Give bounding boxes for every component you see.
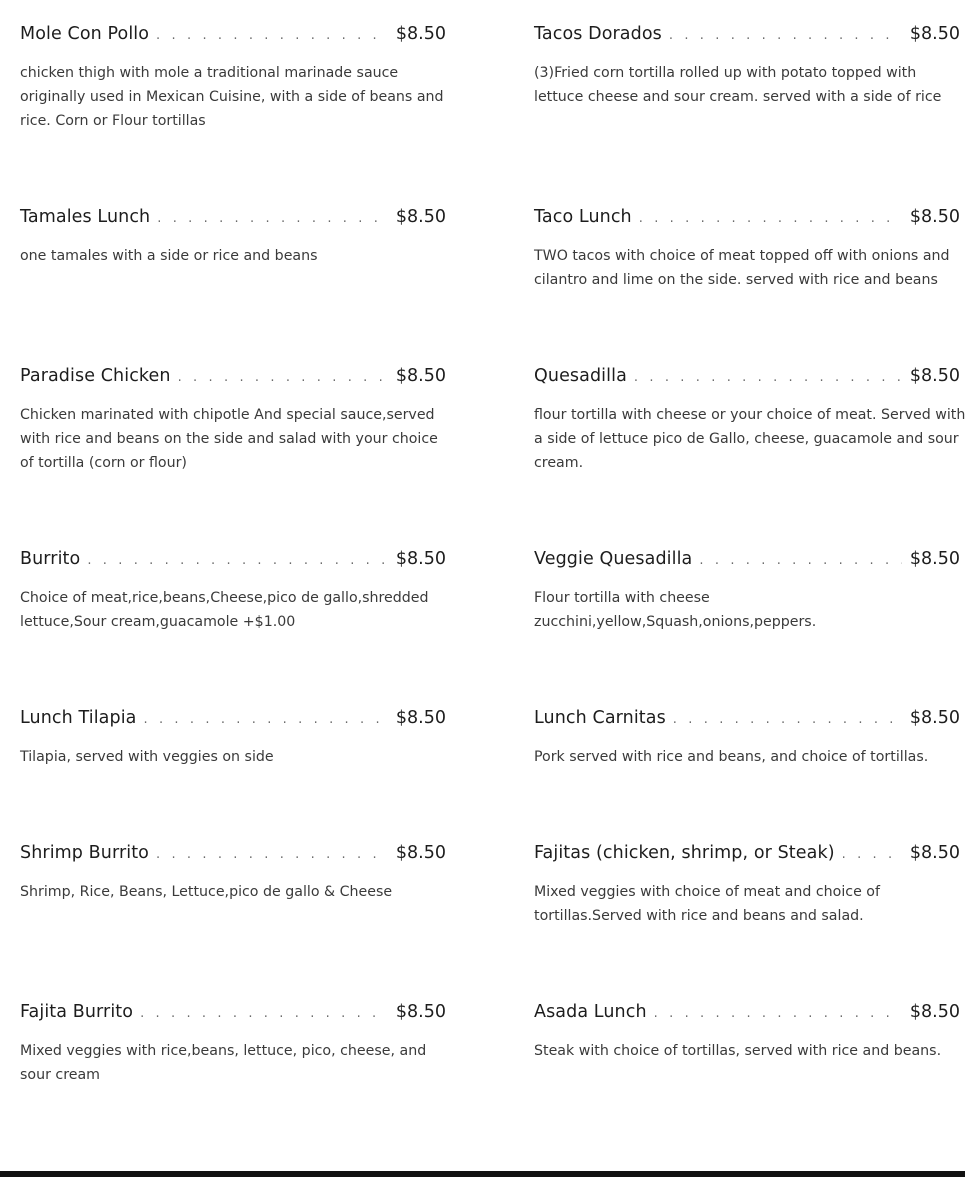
dot-leader xyxy=(157,211,388,226)
item-name: Burrito xyxy=(20,549,81,569)
dot-leader xyxy=(842,847,902,862)
item-name: Lunch Carnitas xyxy=(534,708,666,728)
dot-leader xyxy=(654,1006,902,1021)
menu-item-burrito xyxy=(20,549,446,634)
dot-leader xyxy=(669,28,902,43)
dot-leader xyxy=(156,28,388,43)
item-description: one tamales with a side or rice and beans xyxy=(20,248,318,264)
menu-item-mole-con-pollo xyxy=(20,24,446,133)
item-name: Shrimp Burrito xyxy=(20,843,149,863)
item-description: TWO tacos with choice of meat topped off with onions and cilantro and lime on the side. served with rice and beans xyxy=(534,248,950,288)
menu-item-tacos-dorados xyxy=(534,24,960,109)
dot-leader xyxy=(87,553,388,568)
menu-item-shrimp-burrito xyxy=(20,843,446,904)
item-name: Tacos Dorados xyxy=(534,24,662,44)
dot-leader xyxy=(673,712,902,727)
footer-bar xyxy=(0,1171,965,1177)
menu-item-veggie-quesadilla xyxy=(534,549,960,634)
dot-leader xyxy=(178,370,388,385)
item-price: $8.50 xyxy=(909,843,960,863)
menu-item-quesadilla xyxy=(534,366,965,475)
item-description: Flour tortilla with cheese zucchini,yellow,Squash,onions,peppers. xyxy=(534,590,817,630)
item-name: Quesadilla xyxy=(534,366,627,386)
item-price: $8.50 xyxy=(395,24,446,44)
item-name: Fajita Burrito xyxy=(20,1002,134,1022)
dot-leader xyxy=(639,211,902,226)
item-name: Paradise Chicken xyxy=(20,366,171,386)
item-description: flour tortilla with cheese or your choice of meat. Served with a side of lettuce pico de Gallo, cheese, guacamole and sour cream. xyxy=(534,407,965,471)
dot-leader xyxy=(140,1006,388,1021)
menu-item-tamales-lunch xyxy=(20,207,446,268)
item-price: $8.50 xyxy=(909,366,960,386)
item-name: Fajitas (chicken, shrimp, or Steak) xyxy=(534,843,835,863)
item-price: $8.50 xyxy=(395,843,446,863)
dot-leader xyxy=(634,370,902,385)
item-name: Asada Lunch xyxy=(534,1002,647,1022)
item-description: Steak with choice of tortillas, served with rice and beans. xyxy=(534,1043,942,1059)
item-description: Mixed veggies with choice of meat and choice of tortillas.Served with rice and beans and salad. xyxy=(534,884,880,924)
item-description: (3)Fried corn tortilla rolled up with potato topped with lettuce cheese and sour cream. served with a side of rice xyxy=(534,65,942,105)
menu-item-paradise-chicken xyxy=(20,366,446,475)
dot-leader xyxy=(144,712,388,727)
item-name: Lunch Tilapia xyxy=(20,708,137,728)
item-price: $8.50 xyxy=(395,366,446,386)
item-description: Choice of meat,rice,beans,Cheese,pico de gallo,shredded lettuce,Sour cream,guacamole +$1.00 xyxy=(20,590,429,630)
menu-item-lunch-carnitas xyxy=(534,708,960,769)
item-description: Shrimp, Rice, Beans, Lettuce,pico de gallo & Cheese xyxy=(20,884,393,900)
item-description: Mixed veggies with rice,beans, lettuce, pico, cheese, and sour cream xyxy=(20,1043,427,1083)
item-price: $8.50 xyxy=(909,549,960,569)
item-price: $8.50 xyxy=(395,708,446,728)
item-price: $8.50 xyxy=(395,207,446,227)
item-name: Veggie Quesadilla xyxy=(534,549,693,569)
dot-leader xyxy=(156,847,388,862)
menu-item-fajitas xyxy=(534,843,960,928)
menu-item-lunch-tilapia xyxy=(20,708,446,769)
item-price: $8.50 xyxy=(909,708,960,728)
item-name: Mole Con Pollo xyxy=(20,24,150,44)
item-description: Tilapia, served with veggies on side xyxy=(20,749,274,765)
item-description: Pork served with rice and beans, and choice of tortillas. xyxy=(534,749,929,765)
menu-item-fajita-burrito xyxy=(20,1002,446,1087)
item-description: chicken thigh with mole a traditional marinade sauce originally used in Mexican Cuisine, with a side of beans and rice. Corn or Flour tortillas xyxy=(20,65,444,129)
item-price: $8.50 xyxy=(909,24,960,44)
dot-leader xyxy=(699,553,902,568)
menu-item-asada-lunch xyxy=(534,1002,960,1063)
item-price: $8.50 xyxy=(909,207,960,227)
item-price: $8.50 xyxy=(909,1002,960,1022)
item-description: Chicken marinated with chipotle And special sauce,served with rice and beans on the side and salad with your choice of tortilla (corn or flour) xyxy=(20,407,438,471)
item-price: $8.50 xyxy=(395,549,446,569)
item-name: Tamales Lunch xyxy=(20,207,151,227)
item-name: Taco Lunch xyxy=(534,207,632,227)
item-price: $8.50 xyxy=(395,1002,446,1022)
menu-item-taco-lunch xyxy=(534,207,960,292)
